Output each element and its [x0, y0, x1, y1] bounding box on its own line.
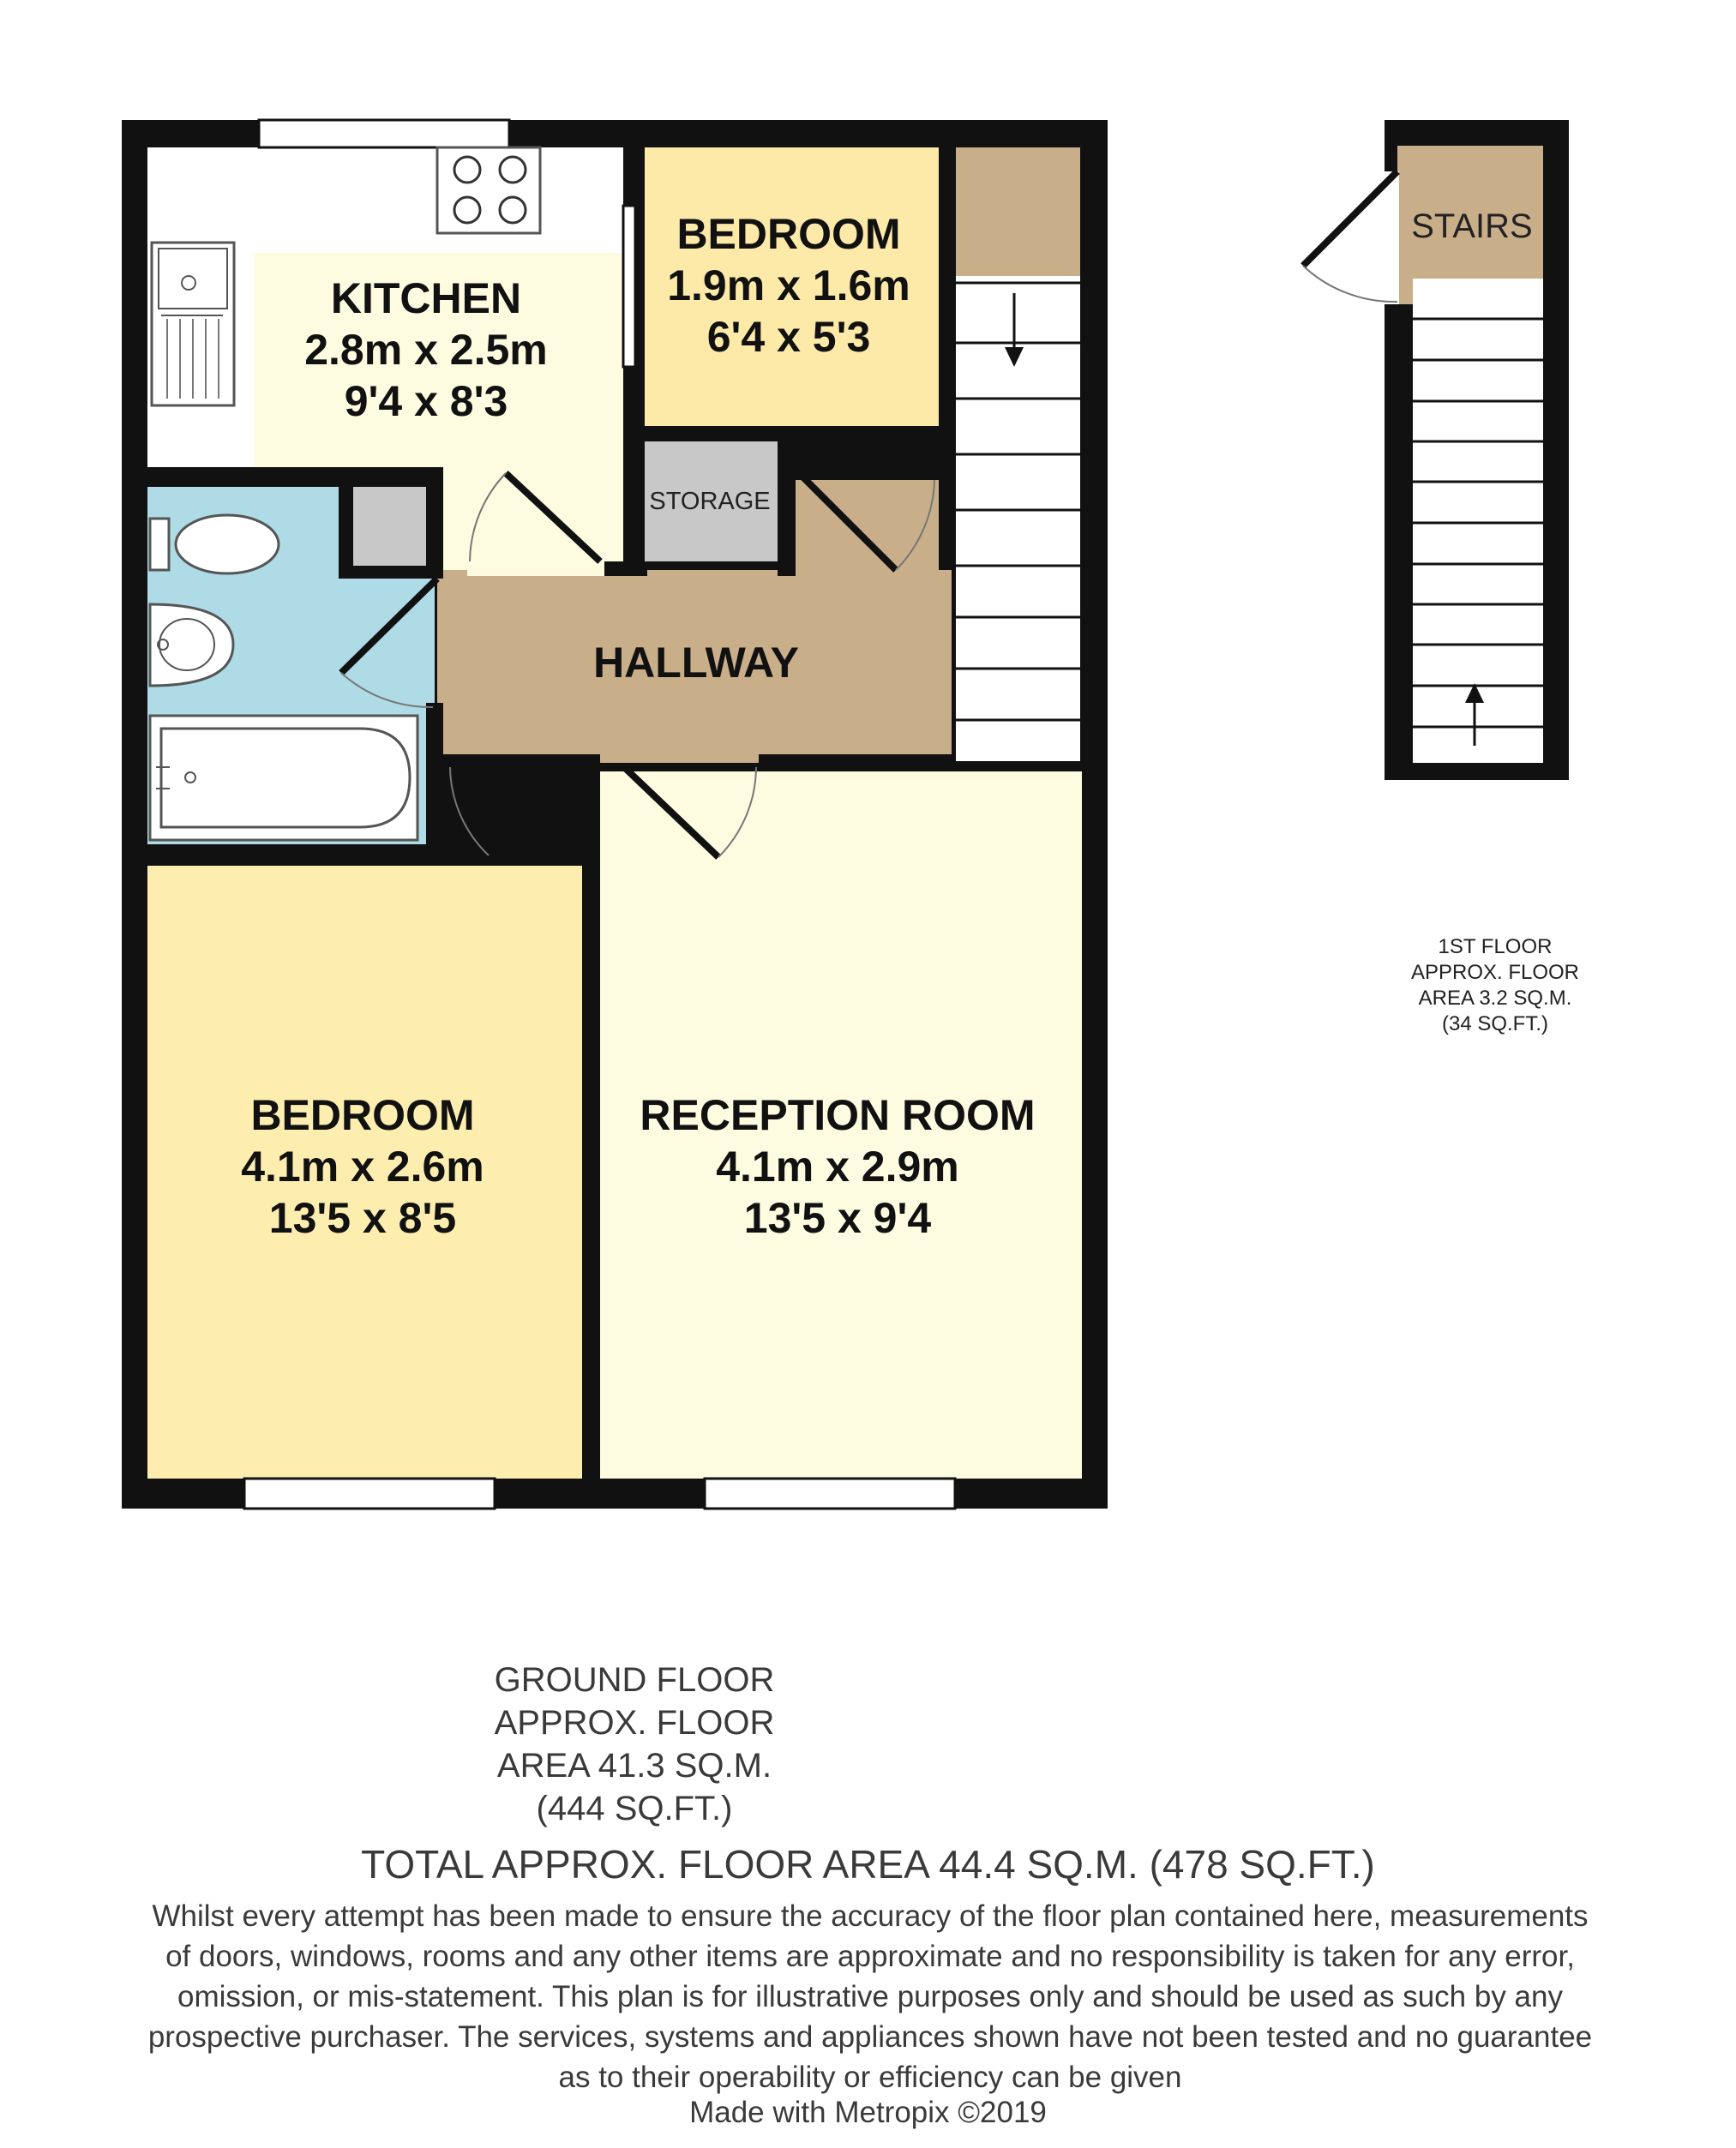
ground-floor-line3: AREA 41.3 SQ.M.	[496, 1747, 772, 1785]
first-floor-line3: AREA 3.2 SQ.M.	[1418, 987, 1572, 1010]
disclaimer-line3: omission, or mis-statement. This plan is for illustrative purposes only and should be used as such by any	[177, 1980, 1563, 2013]
wall-hall-bottom-left	[443, 754, 582, 771]
disclaimer	[77, 1896, 1663, 2097]
bath-cupboard	[353, 484, 426, 566]
ground-floor-line4: (444 SQ.FT.)	[536, 1790, 733, 1827]
wall-hall-bottom-right	[759, 754, 956, 771]
kitchen-name: KITCHEN	[330, 274, 522, 322]
first-floor-plan	[1303, 120, 1579, 1035]
window-reception	[705, 1479, 955, 1509]
bedroom-large-name: BEDROOM	[250, 1091, 475, 1139]
bedroom-small-name: BEDROOM	[676, 210, 901, 258]
disclaimer-line5: as to their operability or efficiency can be given	[558, 2061, 1182, 2094]
bath-icon	[150, 716, 417, 840]
ground-floor-line2: APPROX. FLOOR	[494, 1704, 775, 1742]
kitchen-sink-icon	[152, 243, 234, 405]
first-floor-line2: APPROX. FLOOR	[1410, 961, 1580, 984]
window-bedroom-large	[244, 1479, 495, 1509]
wall-stairs-bottom	[939, 761, 1089, 771]
wall-bedroom-stairs	[939, 147, 956, 477]
disclaimer-line1: Whilst every attempt has been made to ensure the accuracy of the floor plan contained here, measurements	[152, 1899, 1589, 1933]
stairs-top-landing	[956, 147, 1080, 276]
reception-imperial: 13'5 x 9'4	[743, 1194, 932, 1242]
wall-bath-bottom	[147, 844, 443, 863]
toilet-icon	[150, 515, 279, 573]
first-floor-stairs	[1413, 279, 1543, 763]
first-floor-line4: (34 SQ.FT.)	[1441, 1012, 1549, 1035]
credit: Made with Metropix ©2019	[689, 2096, 1047, 2129]
wall-kitchen-hall	[604, 561, 647, 576]
disclaimer-line2: of doors, windows, rooms and any other items are approximate and no responsibility is taken for any error,	[165, 1940, 1575, 1973]
wall-storage-right	[778, 426, 796, 576]
wall-hall-stairs	[939, 477, 956, 490]
door-gap-kitchen	[467, 561, 604, 576]
first-floor-door-gap	[1382, 171, 1399, 304]
total-floor-area: TOTAL APPROX. FLOOR AREA 44.4 SQ.M. (478 SQ.FT.)	[361, 1842, 1375, 1887]
wall-storage-left	[633, 426, 645, 576]
wall-cupboard-left	[339, 467, 353, 579]
bedroom-large-imperial: 13'5 x 8'5	[268, 1194, 457, 1242]
wall-kitchen-bath	[147, 467, 443, 487]
disclaimer-line4: prospective purchaser. The services, systems and appliances shown have not been tested and no guarantee	[147, 2020, 1593, 2054]
ground-floor-plan	[122, 120, 1108, 1509]
first-floor-line1: 1ST FLOOR	[1438, 935, 1553, 958]
reception-metric: 4.1m x 2.9m	[716, 1143, 959, 1191]
reception-name: RECEPTION ROOM	[640, 1091, 1036, 1139]
wall-bath-hall	[426, 703, 443, 861]
bedroom-small-metric: 1.9m x 1.6m	[667, 261, 910, 309]
kitchen-imperial: 9'4 x 8'3	[344, 377, 508, 425]
ground-floor-area	[429, 1659, 840, 1830]
wall-bedroom-reception	[582, 754, 600, 1479]
wall-cupboard-bottom	[339, 566, 443, 579]
wall-storage-top	[633, 426, 796, 441]
window-internal	[623, 206, 635, 367]
hallway-name: HALLWAY	[593, 639, 799, 687]
wall-cupboard-right	[426, 467, 443, 579]
storage-name: STORAGE	[649, 488, 771, 515]
bedroom-large-metric: 4.1m x 2.6m	[241, 1143, 484, 1191]
bedroom-small-imperial: 6'4 x 5'3	[706, 313, 871, 361]
hob-icon	[437, 147, 540, 233]
stairs-name: STAIRS	[1411, 207, 1533, 245]
kitchen-metric: 2.8m x 2.5m	[304, 326, 548, 374]
ground-floor-line1: GROUND FLOOR	[494, 1661, 775, 1699]
window-kitchen	[259, 120, 509, 147]
